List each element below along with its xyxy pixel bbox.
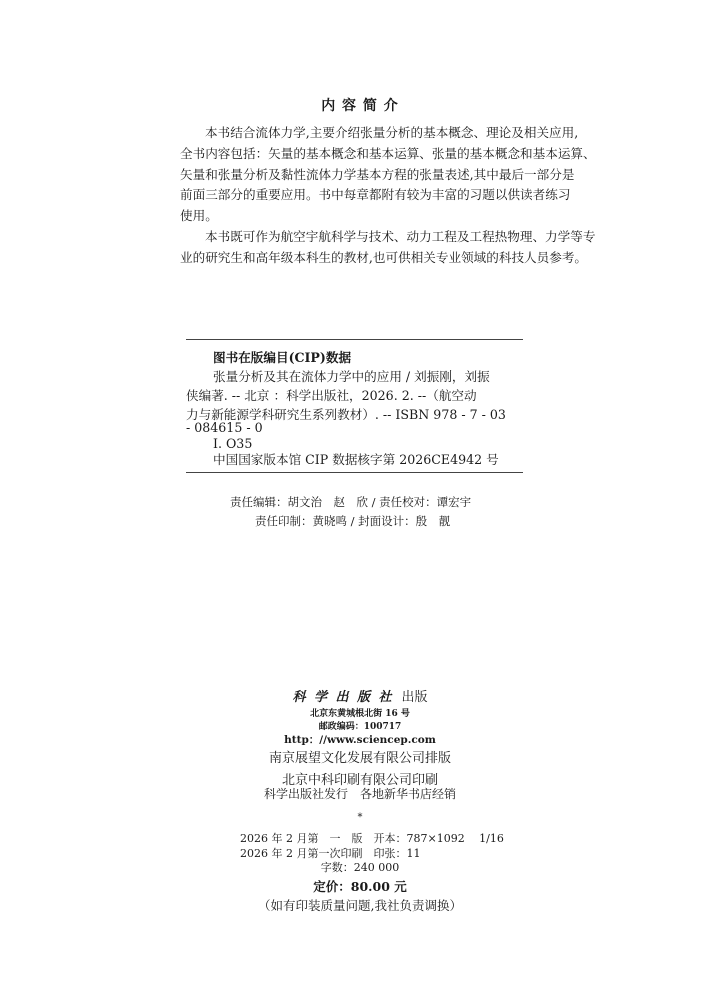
summary-line: 全书内容包括：矢量的基本概念和基本运算、张量的基本概念和基本运算、 xyxy=(180,146,596,161)
summary-line: 使用。 xyxy=(180,208,218,223)
credits-editors: 责任编辑：胡文治 赵 欣 / 责任校对：谭宏宇 xyxy=(230,495,472,509)
cip-line: 力与新能源学科研究生系列教材）. -- ISBN 978 - 7 - 03 xyxy=(186,407,506,422)
summary-line: 前面三部分的重要应用。书中每章都附有较为丰富的习题以供读者练习 xyxy=(180,187,571,202)
cip-line: 中国国家版本馆 CIP 数据核字第 2026CE4942 号 xyxy=(213,452,499,467)
typesetter: 南京展望文化发展有限公司排版 xyxy=(268,751,451,766)
website-url: http：//www.sciencep.com xyxy=(284,734,436,746)
publisher-suffix: 出版 xyxy=(401,690,428,705)
cip-heading: 图书在版编目(CIP)数据 xyxy=(213,350,352,365)
address: 北京东黄城根北街 16 号 xyxy=(310,709,410,719)
price: 定价：80.00 元 xyxy=(313,879,407,894)
cip-top-rule xyxy=(186,339,523,340)
publisher-logo: 科 学 出 版 社 xyxy=(292,690,394,705)
edition-line: 2026 年 2 月第 一 版 开本：787×1092 1/16 xyxy=(240,832,504,845)
cip-line: - 084615 - 0 xyxy=(186,420,263,435)
publisher-line xyxy=(0,691,720,704)
summary-line: 本书结合流体力学,主要介绍张量分析的基本概念、理论及相关应用, xyxy=(205,125,579,140)
printer: 北京中科印刷有限公司印刷 xyxy=(281,773,438,788)
credits-production: 责任印制：黄晓鸣 / 封面设计：殷 靓 xyxy=(255,514,451,528)
separator-star: * xyxy=(357,812,363,823)
cip-line: 张量分析及其在流体力学中的应用 / 刘振刚，刘振 xyxy=(213,369,490,384)
cip-bottom-rule xyxy=(186,472,523,473)
cip-line: 侠编著. -- 北京 ：科学出版社，2026. 2. --（航空动 xyxy=(186,388,477,403)
distribution: 科学出版社发行 各地新华书店经销 xyxy=(263,787,456,801)
print-line: 2026 年 2 月第一次印刷 印张：11 xyxy=(240,847,421,860)
summary-line: 矢量和张量分析及黏性流体力学基本方程的张量表述,其中最后一部分是 xyxy=(180,167,575,182)
summary-line: 本书既可作为航空宇航科学与技术、动力工程及工程热物理、力学等专 xyxy=(205,229,596,244)
cip-line: Ⅰ. O35 xyxy=(213,436,253,451)
quality-notice: （如有印装质量问题,我社负责调换） xyxy=(258,898,462,913)
word-count: 字数：240 000 xyxy=(320,861,400,874)
summary-title: 内 容 简 介 xyxy=(321,98,399,114)
postal-code: 邮政编码：100717 xyxy=(318,722,402,732)
summary-line: 业的研究生和高年级本科生的教材,也可供相关专业领域的科技人员参考。 xyxy=(180,250,588,265)
